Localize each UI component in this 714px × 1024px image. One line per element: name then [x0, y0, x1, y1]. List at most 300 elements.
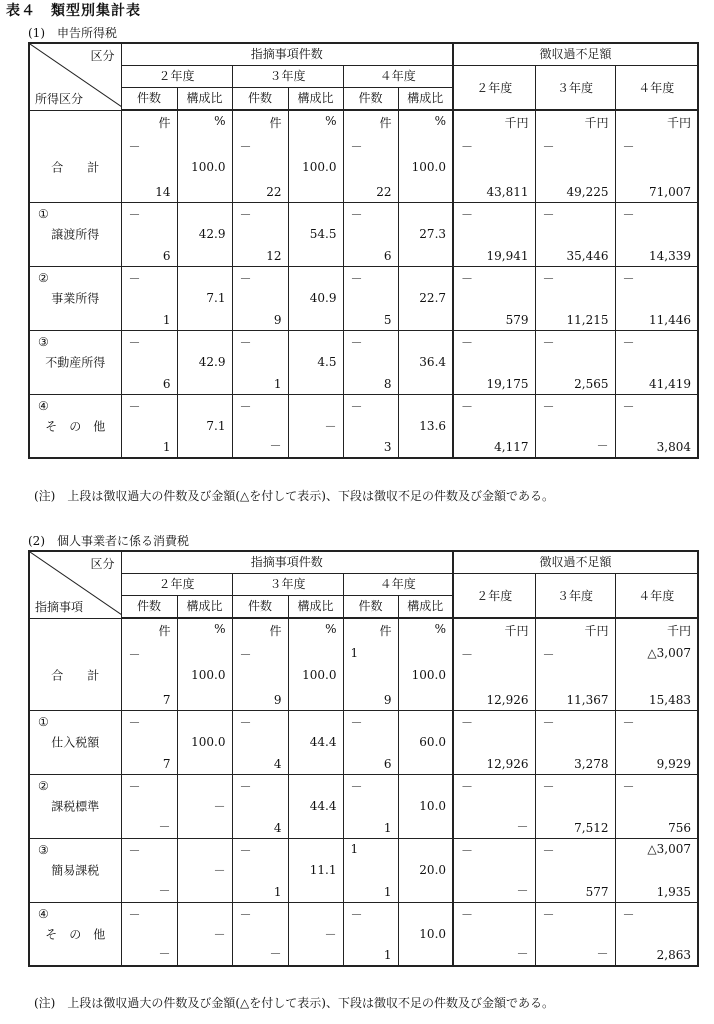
unit-label: 千円 [584, 116, 609, 130]
overcollection-amount: － [461, 907, 474, 922]
unit-label: 千円 [584, 624, 609, 638]
undercollection-count: 7 [162, 756, 171, 771]
overcollection-amount: － [542, 779, 555, 794]
ratio-cell [177, 774, 232, 838]
overcollection-amount: － [461, 399, 474, 414]
year-header-y2: ２年度 [121, 66, 232, 88]
ratio-value: 60.0 [419, 735, 447, 749]
undercollection-count: 4 [273, 820, 282, 835]
amount-cell [535, 394, 615, 458]
amount-year-header-y2: ２年度 [453, 66, 535, 111]
unit-label: 件 [158, 116, 171, 130]
table-row [29, 710, 698, 774]
table-row [29, 838, 698, 902]
overcollection-amount: － [461, 271, 474, 286]
overcollection-amount: － [622, 335, 635, 350]
ratio-cell [288, 774, 343, 838]
table-row [29, 394, 698, 458]
undercollection-amount: 4,117 [494, 440, 529, 454]
ratio-cell [288, 110, 343, 202]
unit-label: 件 [269, 116, 282, 130]
amount-cell [453, 774, 535, 838]
overcollection-amount: － [542, 140, 555, 154]
overcollection-amount: － [622, 140, 635, 154]
category-number: ④ [38, 906, 49, 921]
count-cell [343, 902, 398, 966]
undercollection-amount: 11,367 [566, 692, 609, 707]
undercollection-count: 3 [383, 440, 392, 454]
overcollection-amount: － [542, 271, 555, 286]
unit-label: 千円 [504, 624, 529, 638]
kubun-header-cell [29, 43, 121, 110]
undercollection-count: 6 [162, 376, 171, 391]
overcollection-amount: － [542, 335, 555, 350]
count-cell [343, 202, 398, 266]
amount-cell [453, 330, 535, 394]
overcollection-count: － [128, 207, 141, 222]
overcollection-count: － [128, 648, 141, 662]
undercollection-amount: － [596, 439, 609, 453]
undercollection-amount: － [516, 947, 529, 961]
amount-cell [615, 266, 698, 330]
amount-cell [615, 902, 698, 966]
overcollection-amount: － [461, 715, 474, 730]
category-cell [29, 774, 121, 838]
undercollection-amount: 12,926 [486, 756, 529, 771]
category-cell [29, 394, 121, 458]
overcollection-amount: － [622, 399, 635, 414]
ratio-cell [288, 710, 343, 774]
unit-label: 件 [269, 624, 282, 638]
undercollection-count: 9 [383, 692, 392, 707]
unit-label: % [214, 622, 226, 636]
overcollection-count: － [128, 843, 141, 858]
category-number: ③ [38, 842, 49, 857]
ratio-cell [288, 202, 343, 266]
unit-label: % [434, 114, 447, 128]
undercollection-count: 6 [383, 248, 392, 263]
count-cell [232, 710, 288, 774]
category-cell [29, 330, 121, 394]
overcollection-amount: △3,007 [647, 841, 692, 856]
overcollection-count: － [350, 207, 363, 222]
unit-label: 件 [379, 624, 392, 638]
undercollection-count: 4 [273, 756, 282, 771]
category-name: 不動産所得 [45, 355, 106, 370]
count-cell [232, 618, 288, 710]
count-cell [232, 394, 288, 458]
count-cell [232, 838, 288, 902]
overcollection-count: － [239, 399, 252, 414]
undercollection-amount: 1,935 [656, 884, 692, 899]
undercollection-amount: 579 [505, 312, 529, 327]
category-name: 譲渡所得 [51, 227, 100, 242]
undercollection-amount: 577 [585, 884, 609, 899]
ratio-value: － [324, 419, 337, 434]
year-header-y3: ３年度 [232, 574, 343, 596]
undercollection-count: 22 [376, 184, 392, 199]
undercollection-count: 1 [383, 884, 392, 899]
amount-cell [535, 202, 615, 266]
kubun-header-cell [29, 551, 121, 618]
ratio-cell [288, 394, 343, 458]
unit-label: 件 [379, 116, 392, 130]
ratio-value: 100.0 [191, 160, 226, 175]
category-name: 仕入税額 [51, 735, 100, 750]
undercollection-amount: 3,804 [656, 440, 692, 454]
overcollection-amount: － [622, 207, 635, 222]
amount-cell [615, 618, 698, 710]
undercollection-amount: 19,175 [486, 376, 529, 391]
amount-cell [535, 774, 615, 838]
table-row [29, 902, 698, 966]
overcollection-amount: － [542, 207, 555, 222]
overcollection-count: 1 [350, 841, 359, 856]
undercollection-amount: － [516, 883, 529, 898]
row-header-label: 所得区分 [35, 91, 84, 106]
category-cell [29, 202, 121, 266]
overcollection-count: － [350, 140, 363, 154]
category-number: ② [38, 270, 49, 285]
count-cell [232, 774, 288, 838]
undercollection-count: 1 [383, 820, 392, 835]
note-consumption-tax: (注) 上段は徴収過大の件数及び金額(△を付して表示)、下段は徴収不足の件数及び金額である。 [34, 996, 554, 1010]
ratio-value: 13.6 [419, 418, 447, 433]
ratio-value: 40.9 [309, 291, 337, 305]
amount-cell [615, 202, 698, 266]
undercollection-count: － [269, 439, 282, 453]
ratio-value: 36.4 [419, 355, 447, 369]
ratio-value: 20.0 [419, 863, 447, 877]
ratio-value: 44.4 [309, 735, 337, 749]
ratio-cell [177, 266, 232, 330]
ratio-cell [177, 110, 232, 202]
count-cell [121, 902, 177, 966]
kensu-header: 件数 [121, 596, 177, 619]
ratio-value: 42.9 [198, 227, 226, 241]
ratio-value: 100.0 [411, 668, 447, 683]
undercollection-count: 6 [162, 248, 171, 263]
undercollection-amount: － [596, 947, 609, 961]
count-cell [232, 330, 288, 394]
row-header-label: 指摘事項 [35, 599, 84, 614]
ratio-cell [177, 838, 232, 902]
ratio-value: 100.0 [302, 160, 337, 175]
overcollection-amount: － [461, 140, 474, 154]
amount-cell [535, 838, 615, 902]
category-name: 合 計 [51, 160, 100, 175]
unit-label: % [434, 622, 447, 636]
undercollection-count: 1 [273, 884, 282, 899]
ratio-cell [398, 202, 453, 266]
ratio-value: 54.5 [309, 227, 337, 241]
count-cell [232, 266, 288, 330]
count-cell [232, 202, 288, 266]
ratio-cell [288, 330, 343, 394]
overcollection-amount: － [461, 648, 474, 662]
undercollection-count: 1 [273, 376, 282, 391]
undercollection-count: 9 [273, 692, 282, 707]
overcollection-count: － [239, 779, 252, 794]
unit-label: 千円 [504, 116, 529, 130]
section-title-income-tax: (1) 申告所得税 [28, 26, 117, 40]
group-count-header: 指摘事項件数 [121, 43, 453, 66]
ratio-value: 22.7 [419, 291, 447, 305]
kosei-header: 構成比 [288, 88, 343, 111]
overcollection-count: － [350, 779, 363, 794]
ratio-value: 27.3 [419, 227, 447, 241]
kensu-header: 件数 [343, 596, 398, 619]
undercollection-amount: 12,926 [486, 692, 529, 707]
count-cell [343, 838, 398, 902]
kosei-header: 構成比 [177, 596, 232, 619]
amount-cell [535, 330, 615, 394]
overcollection-count: － [239, 715, 252, 730]
overcollection-amount: △3,007 [647, 646, 692, 660]
count-cell [343, 266, 398, 330]
amount-cell [453, 838, 535, 902]
kosei-header: 構成比 [398, 596, 453, 619]
count-cell [121, 710, 177, 774]
year-header-y3: ３年度 [232, 66, 343, 88]
count-cell [121, 330, 177, 394]
undercollection-count: 14 [155, 184, 171, 199]
count-cell [343, 394, 398, 458]
table-row [29, 618, 698, 710]
overcollection-count: － [239, 907, 252, 922]
overcollection-count: － [350, 715, 363, 730]
ratio-cell [288, 902, 343, 966]
undercollection-count: 22 [266, 184, 282, 199]
amount-cell [453, 902, 535, 966]
year-header-y4: ４年度 [343, 66, 453, 88]
ratio-value: 100.0 [302, 668, 337, 683]
ratio-value: 10.0 [419, 799, 447, 813]
kosei-header: 構成比 [398, 88, 453, 111]
category-name: そ の 他 [45, 419, 106, 434]
amount-cell [535, 902, 615, 966]
amount-year-header-y4: ４年度 [615, 66, 698, 111]
amount-cell [615, 110, 698, 202]
unit-label: % [325, 622, 337, 636]
group-amount-header: 徴収過不足額 [453, 551, 698, 574]
category-name: 簡易課税 [51, 863, 100, 878]
count-cell [121, 202, 177, 266]
overcollection-amount: － [622, 715, 635, 730]
amount-year-header-y3: ３年度 [535, 574, 615, 619]
kensu-header: 件数 [343, 88, 398, 111]
ratio-value: － [324, 927, 337, 942]
ratio-value: － [213, 927, 226, 942]
count-cell [121, 838, 177, 902]
overcollection-count: － [128, 715, 141, 730]
count-cell [232, 110, 288, 202]
category-cell [29, 618, 121, 710]
undercollection-count: 12 [266, 248, 282, 263]
count-cell [343, 110, 398, 202]
consumption-tax-table [28, 550, 699, 967]
category-number: ① [38, 714, 49, 729]
year-header-y2: ２年度 [121, 574, 232, 596]
undercollection-amount: 9,929 [656, 756, 692, 771]
ratio-cell [288, 618, 343, 710]
amount-cell [535, 110, 615, 202]
year-header-y4: ４年度 [343, 574, 453, 596]
count-cell [121, 774, 177, 838]
overcollection-count: － [128, 907, 141, 922]
amount-cell [453, 618, 535, 710]
ratio-value: 7.1 [206, 418, 226, 433]
category-name: 課税標準 [51, 799, 100, 814]
overcollection-count: － [350, 907, 363, 922]
ratio-value: 7.1 [206, 291, 226, 305]
undercollection-amount: 35,446 [566, 248, 609, 263]
overcollection-count: － [239, 648, 252, 662]
table-row [29, 202, 698, 266]
category-cell [29, 110, 121, 202]
undercollection-count: － [158, 947, 171, 961]
overcollection-amount: － [622, 907, 635, 922]
overcollection-amount: － [461, 335, 474, 350]
amount-cell [615, 330, 698, 394]
amount-cell [615, 710, 698, 774]
undercollection-amount: 19,941 [486, 248, 529, 263]
undercollection-count: － [158, 883, 171, 898]
kosei-header: 構成比 [177, 88, 232, 111]
amount-cell [615, 394, 698, 458]
undercollection-count: 1 [162, 312, 171, 327]
income-tax-table [28, 42, 699, 459]
overcollection-count: 1 [350, 646, 359, 660]
overcollection-count: － [128, 779, 141, 794]
ratio-cell [288, 266, 343, 330]
unit-label: 件 [158, 624, 171, 638]
overcollection-count: － [350, 271, 363, 286]
undercollection-amount: 49,225 [566, 184, 609, 199]
overcollection-amount: － [542, 907, 555, 922]
count-cell [121, 266, 177, 330]
amount-cell [535, 710, 615, 774]
table-row [29, 110, 698, 202]
kosei-header: 構成比 [288, 596, 343, 619]
count-cell [121, 618, 177, 710]
undercollection-count: 8 [383, 376, 392, 391]
amount-cell [453, 266, 535, 330]
undercollection-count: 1 [383, 948, 392, 962]
amount-cell [615, 838, 698, 902]
overcollection-amount: － [542, 843, 555, 858]
undercollection-count: 1 [162, 440, 171, 454]
undercollection-count: 6 [383, 756, 392, 771]
undercollection-amount: 2,565 [574, 376, 609, 391]
overcollection-amount: － [542, 399, 555, 414]
undercollection-amount: 15,483 [649, 692, 692, 707]
ratio-cell [398, 774, 453, 838]
category-cell [29, 902, 121, 966]
unit-label: % [214, 114, 226, 128]
undercollection-amount: 71,007 [649, 184, 692, 199]
undercollection-amount: 756 [668, 820, 692, 835]
ratio-cell [398, 838, 453, 902]
overcollection-count: － [128, 335, 141, 350]
overcollection-count: － [128, 140, 141, 154]
ratio-value: 4.5 [317, 355, 337, 369]
table-row [29, 266, 698, 330]
unit-label: 千円 [667, 116, 692, 130]
ratio-cell [177, 618, 232, 710]
section-title-consumption-tax: (2) 個人事業者に係る消費税 [28, 534, 189, 548]
category-number: ④ [38, 398, 49, 413]
ratio-cell [177, 202, 232, 266]
undercollection-amount: 11,215 [566, 312, 609, 327]
undercollection-amount: 43,811 [486, 184, 529, 199]
ratio-value: 100.0 [191, 668, 226, 683]
overcollection-amount: － [542, 715, 555, 730]
amount-cell [453, 110, 535, 202]
table-row [29, 330, 698, 394]
group-amount-header: 徴収過不足額 [453, 43, 698, 66]
unit-label: % [325, 114, 337, 128]
ratio-cell [398, 618, 453, 710]
category-number: ③ [38, 334, 49, 349]
undercollection-count: 5 [383, 312, 392, 327]
undercollection-count: 7 [162, 692, 171, 707]
ratio-value: 10.0 [419, 926, 447, 941]
kensu-header: 件数 [232, 596, 288, 619]
group-count-header: 指摘事項件数 [121, 551, 453, 574]
category-cell [29, 710, 121, 774]
amount-cell [535, 266, 615, 330]
kubun-label: 区分 [90, 49, 115, 63]
overcollection-count: － [350, 335, 363, 350]
undercollection-amount: 2,863 [656, 948, 692, 962]
count-cell [121, 394, 177, 458]
undercollection-amount: 14,339 [649, 248, 692, 263]
category-number: ① [38, 206, 49, 221]
category-cell [29, 838, 121, 902]
amount-cell [535, 618, 615, 710]
overcollection-count: － [239, 207, 252, 222]
ratio-cell [398, 710, 453, 774]
count-cell [343, 618, 398, 710]
table-row [29, 774, 698, 838]
ratio-value: 11.1 [309, 863, 337, 877]
kensu-header: 件数 [232, 88, 288, 111]
amount-cell [453, 202, 535, 266]
ratio-value: 100.0 [191, 735, 226, 749]
undercollection-count: 9 [273, 312, 282, 327]
overcollection-count: － [239, 843, 252, 858]
amount-year-header-y4: ４年度 [615, 574, 698, 619]
count-cell [343, 774, 398, 838]
count-cell [232, 902, 288, 966]
ratio-value: 42.9 [198, 355, 226, 369]
overcollection-amount: － [461, 779, 474, 794]
unit-label: 千円 [667, 624, 692, 638]
undercollection-amount: － [516, 819, 529, 834]
overcollection-count: － [350, 399, 363, 414]
ratio-cell [398, 330, 453, 394]
ratio-value: － [213, 863, 226, 878]
overcollection-count: － [239, 271, 252, 286]
overcollection-count: － [128, 399, 141, 414]
overcollection-count: － [239, 140, 252, 154]
undercollection-amount: 11,446 [649, 312, 692, 327]
undercollection-count: － [158, 819, 171, 834]
ratio-cell [177, 710, 232, 774]
amount-cell [453, 710, 535, 774]
ratio-cell [288, 838, 343, 902]
